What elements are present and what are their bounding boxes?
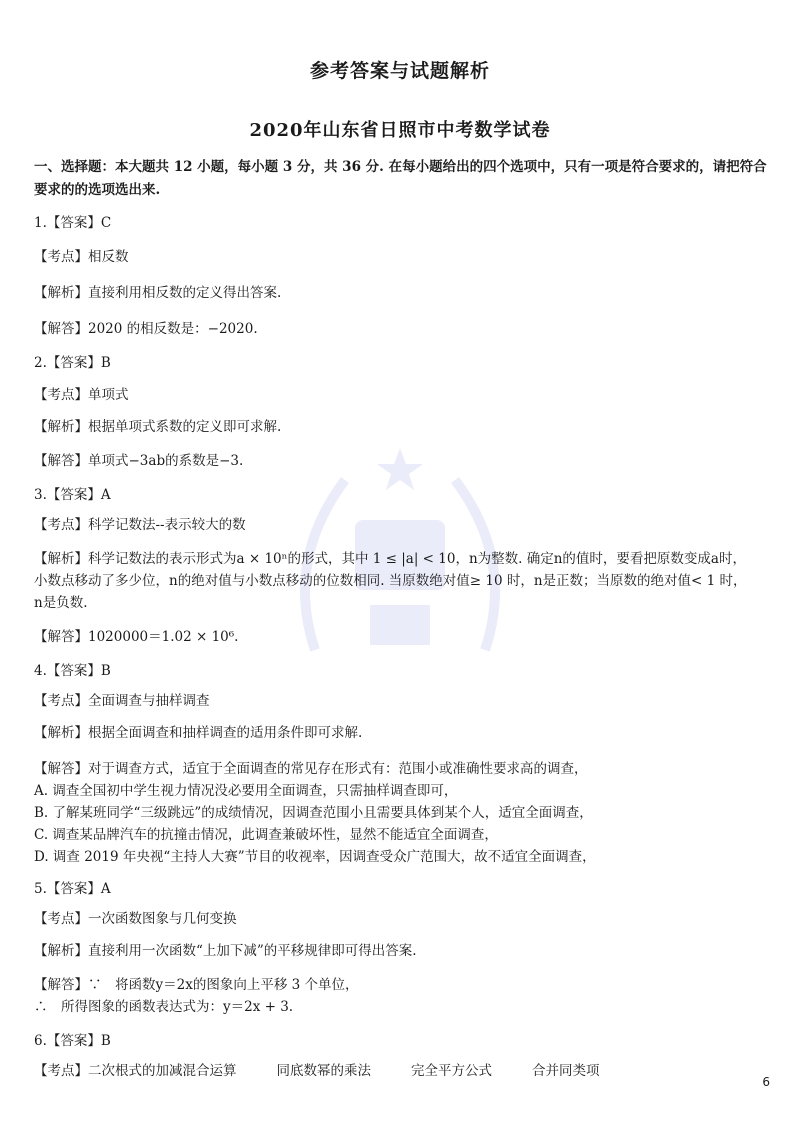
q2-point: 【考点】单项式: [34, 387, 129, 403]
q1-solution: 【解答】2020 的相反数是：−2020.: [34, 321, 258, 337]
q3-answer: 3.【答案】A: [34, 487, 111, 503]
answer-key-title: 参考答案与试题解析: [309, 60, 490, 82]
q3-point: 【考点】科学记数法--表示较大的数: [34, 517, 246, 533]
q3-analysis-line-2: 小数点移动了多少位，n的绝对值与小数点移动的位数相同. 当原数绝对值≥ 10 时，n是正数；当原数的绝对值< 1 时，: [34, 573, 747, 589]
q2-answer: 2.【答案】B: [34, 355, 111, 371]
q5-answer: 5.【答案】A: [34, 881, 111, 897]
q1-answer: 1.【答案】C: [34, 215, 112, 231]
q5-solution-line-1: 【解答】∵ 将函数y＝2x的图象向上平移 3 个单位，: [34, 977, 359, 993]
q4-analysis: 【解析】根据全面调查和抽样调查的适用条件即可求解.: [34, 725, 363, 741]
q3-analysis-line-1: 【解析】科学记数法的表示形式为a × 10ⁿ的形式，其中 1 ≤ |a| < 10，n为整数. 确定n的值时，要看把原数变成a时，: [34, 551, 746, 567]
q6-point-item: 完全平方公式: [411, 1063, 492, 1079]
q5-solution-line-2: ∴ 所得图象的函数表达式为：y＝2x + 3.: [34, 999, 294, 1015]
q4-option-c: C. 调查某品牌汽车的抗撞击情况，此调查兼破坏性，显然不能适宜全面调查，: [34, 827, 498, 843]
q4-answer: 4.【答案】B: [34, 663, 111, 679]
q6-answer: 6.【答案】B: [34, 1033, 111, 1049]
q4-option-a: A. 调查全国初中学生视力情况没必要用全面调查，只需抽样调查即可，: [34, 783, 458, 799]
q3-analysis-line-3: n是负数.: [34, 595, 88, 611]
q1-point: 【考点】相反数: [34, 249, 129, 265]
q5-point: 【考点】一次函数图象与几何变换: [34, 911, 237, 927]
q4-solution: 【解答】对于调查方式，适宜于全面调查的常见存在形式有：范围小或准确性要求高的调查，: [34, 761, 588, 777]
section-heading: 一、选择题：本大题共 12 小题，每小题 3 分，共 36 分. 在每小题给出的四个选项中，只有一项是符合要求的，请把符合要求的的选项选出来.: [34, 159, 767, 198]
q6-point-item: 合并同类项: [532, 1063, 600, 1079]
q6-point-item: 二次根式的加减混合运算: [88, 1063, 237, 1079]
exam-title: 2020年山东省日照市中考数学试卷: [249, 120, 551, 141]
q1-analysis: 【解析】直接利用相反数的定义得出答案.: [34, 285, 282, 301]
q4-point: 【考点】全面调查与抽样调查: [34, 693, 210, 709]
q2-analysis: 【解析】根据单项式系数的定义即可求解.: [34, 419, 282, 435]
q3-solution: 【解答】1020000＝1.02 × 10⁶.: [34, 629, 239, 645]
q6-point-item: 同底数幂的乘法: [276, 1063, 371, 1079]
page-number: 6: [762, 1075, 770, 1089]
q2-solution: 【解答】单项式−3ab的系数是−3.: [34, 453, 244, 469]
q5-analysis: 【解析】直接利用一次函数“上加下减”的平移规律即可得出答案.: [34, 943, 417, 959]
q6-point-row: [34, 1060, 774, 1082]
q4-option-b: B. 了解某班同学“三级跳远”的成绩情况，因调查范围小且需要具体到某个人，适宜全面调查，: [34, 805, 593, 821]
q6-point-label: 【考点】: [34, 1063, 88, 1079]
q4-option-d: D. 调查 2019 年央视“主持人大赛”节目的收视率，因调查受众广范围大，故不适宜全面调查，: [34, 849, 596, 865]
